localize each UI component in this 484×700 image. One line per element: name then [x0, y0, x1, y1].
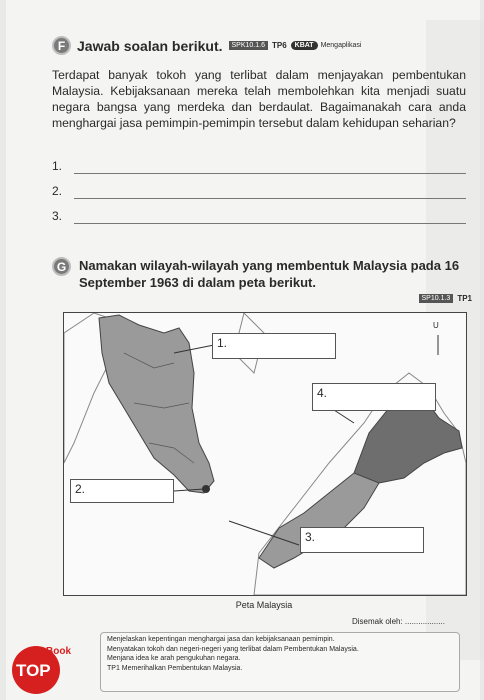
logo-graphic	[10, 640, 80, 695]
skill-label: Mengaplikasi	[320, 42, 362, 49]
kbat-badge: KBAT	[291, 41, 318, 50]
section-g-title: Namakan wilayah-wilayah yang membentuk Malaysia pada 16 September 1963 di dalam peta berikut.	[79, 258, 460, 290]
label-box-2[interactable]: 2.	[70, 479, 174, 503]
label-box-3[interactable]: 3.	[300, 527, 424, 553]
label-box-4[interactable]: 4.	[312, 383, 436, 411]
section-g-header	[52, 257, 466, 291]
tp-level: TP6	[271, 41, 287, 50]
answer-line-2[interactable]	[52, 184, 466, 202]
compass-label: U	[433, 321, 439, 330]
section-g-codes	[413, 294, 472, 303]
footer-note: Menyatakan tokoh dan negeri-negeri yang terlibat dalam Pembentukan Malaysia.	[107, 645, 359, 653]
checked-by: Disemak oleh: ..................	[352, 617, 445, 626]
section-f-title: Jawab soalan berikut.	[77, 37, 223, 54]
question-paragraph: Terdapat banyak tokoh yang terlibat dalam menjayakan pembentukan Malaysia. Kebijaksanaan mereka telah membolehkan kita menjadi suatu negara bangsa yang merdeka dan berdaulat. Bagaimanakah cara anda menghargai jasa pemimpin-pemimpin tersebut dalam kehidupan seharian?	[52, 68, 466, 130]
section-f-badge: F	[52, 36, 71, 55]
section-g-badge: G	[52, 257, 71, 276]
footer-note: TP1 Memerihalkan Pembentukan Malaysia.	[107, 664, 243, 672]
label-box-1[interactable]: 1.	[212, 333, 336, 359]
sp-code: SP10.1.3	[419, 294, 454, 303]
svg-text:TOP: TOP	[16, 661, 51, 680]
peninsular-malaysia	[99, 315, 214, 493]
answer-line-1[interactable]	[52, 159, 466, 177]
answer-number: 1.	[52, 159, 63, 173]
spk-code: SPK10.1.6	[229, 41, 268, 50]
map-caption: Peta Malaysia	[235, 600, 293, 610]
footer-notes	[100, 632, 460, 692]
svg-text:Book: Book	[46, 646, 71, 657]
answer-number: 3.	[52, 209, 63, 223]
topbook-logo	[10, 640, 80, 695]
footer-note: Menjelaskan kepentingan menghargai jasa dan kebijaksanaan pemimpin.	[107, 636, 335, 643]
answer-number: 2.	[52, 184, 63, 198]
footer-note: Menjana idea ke arah pengukuhan negara.	[107, 655, 241, 662]
section-f-header	[52, 36, 361, 55]
answer-line-3[interactable]	[52, 209, 466, 227]
malaysia-map	[63, 312, 467, 596]
tp-level-g: TP1	[457, 294, 472, 303]
